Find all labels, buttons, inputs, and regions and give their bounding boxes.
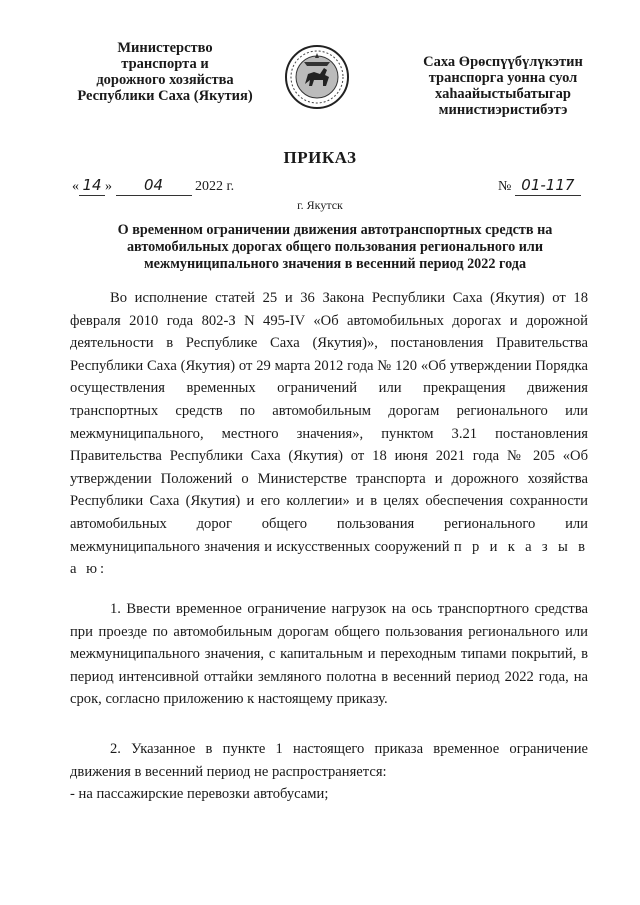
header-left-line: Республики Саха (Якутия)	[77, 88, 253, 104]
date-month: 04	[143, 176, 164, 194]
date-close-quote: »	[105, 179, 112, 194]
preamble-paragraph	[70, 287, 588, 581]
number-value: 01-117	[521, 176, 575, 194]
item-2-text: 2. Указанное в пункте 1 настоящего приказа временное ограничение движения в весенний период не распространяется:	[70, 741, 588, 780]
document-title: ПРИКАЗ	[283, 148, 357, 167]
item-2-subitem	[70, 783, 588, 806]
header-left-line: дорожного хозяйства	[96, 72, 234, 88]
order-subject: О временном ограничении движения автотранспортных средств на автомобильных дорогах общего пользования регионального или межмуниципального значения в весенний период 2022 года	[117, 222, 553, 272]
item-1-paragraph	[70, 598, 588, 711]
preamble-text: Во исполнение статей 25 и 36 Закона Республики Саха (Якутия) от 18 февраля 2010 года 802-З N 495-IV «Об автомобильных дорогах и дорожной деятельности в Республике Саха (Якутия)», постановления Правительства Республики Саха (Якутия) от 29 марта 2012 года № 120 «Об утверждении Порядка осуществления временных ограничений или прекращения движения транспортных средств по автомобильным дорогам регионального или межмуниципального, местного значения», пунктом 3.21 постановления Правительства Республики Саха (Якутия) от 18 июня 2021 года № 205 «Об утверждении Положений о Министерстве транспорта и дорожного хозяйства Республики Саха (Якутия) и его коллегии» и в целях обеспечения сохранности автомобильных дорог общего пользования регионального или межмуниципального значения и искусственных сооружений	[70, 290, 588, 555]
date-year: 2022 г.	[195, 179, 235, 194]
item-2-paragraph	[70, 738, 588, 783]
header-left-line: Министерство	[117, 40, 213, 56]
date-day: 14	[82, 176, 102, 194]
item-2-1-text: - на пассажирские перевозки автобусами;	[70, 786, 329, 802]
ministry-name-yakut	[408, 54, 598, 118]
header-right-line: министиэристибэтэ	[438, 102, 568, 118]
city: г. Якутск	[297, 198, 343, 212]
header-right-line: Саха Өрөспүүбүлүкэтин	[423, 54, 583, 70]
date-open-quote: «	[72, 179, 79, 194]
coat-of-arms-emblem	[284, 44, 350, 110]
order-word: п р и к а з ы в а ю:	[70, 538, 589, 578]
number-label: №	[498, 179, 512, 194]
ministry-name-russian	[60, 40, 270, 104]
order-number	[498, 176, 581, 196]
header-left-line: транспорта и	[121, 56, 209, 72]
header-right-line: хаһаайыстыбатыгар	[435, 86, 571, 102]
item-1-text: 1. Ввести временное ограничение нагрузок на ось транспортного средства при проезде по автомобильным дорогам общего пользования регионального или межмуниципального значения, с капитальным и переходным типами покрытий, в период интенсивной оттайки земляного полотна в весенний период 2022 года, на срок, согласно приложению к настоящему приказу.	[70, 601, 588, 708]
header-right-line: транспорга уонна суол	[428, 70, 578, 86]
order-date	[72, 176, 234, 196]
